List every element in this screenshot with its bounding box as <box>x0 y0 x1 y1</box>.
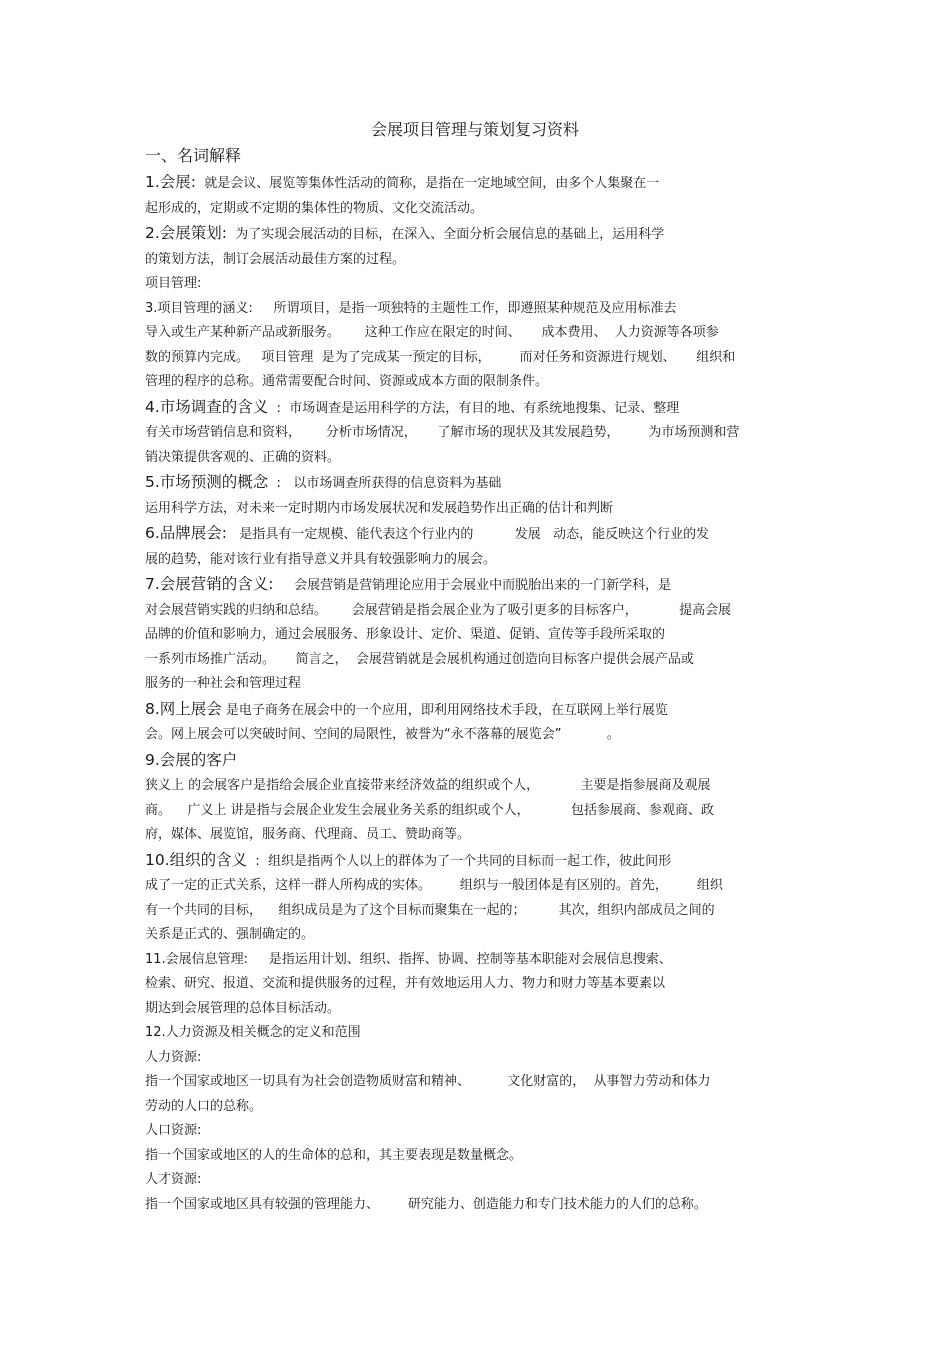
definition-text: 是电子商务在展会中的一个应用，即利用网络技术手段，在互联网上举行展览 会。网上展会可以突破时间、空间的局限性，被誉为“永不落幕的展览会” 。 <box>145 702 668 742</box>
definition-term: 2.会展策划: <box>145 224 228 242</box>
definition-text: 狭义上 的会展客户是指给会展企业直接带来经济效益的组织或个人， 主要是指参展商及观展 商。 广义上 讲是指与会展企业发生会展业务关系的组织或个人， 包括参展商、参观商、政 府，媒体、展览馆，服务商、代理商、员工、赞助商等。 <box>145 778 714 842</box>
definition-text: 11.会展信息管理: 是指运用计划、组织、指挥、协调、控制等基本职能对会展信息搜索、 检索、研究、报道、交流和提供服务的过程，并有效地运用人力、物力和财力等基本要素以 期达到会展管理的总体目标活动。 <box>145 951 672 1016</box>
definition-term: 6.品牌展会: <box>145 524 228 542</box>
definition-text: 是指具有一定规模、能代表这个行业内的 发展 动态，能反映这个行业的发 展的趋势，能对该行业有指导意义并具有较强影响力的展会。 <box>145 527 710 567</box>
definition-entry <box>145 470 810 521</box>
definition-text: : 以市场调查所获得的信息资料为基础 运用科学方法，对未来一定时期内市场发展状况和发展趋势作出正确的估计和判断 <box>145 476 614 516</box>
definition-text: : 市场调查是运用科学的方法，有目的地、有系统地搜集、记录、整理 有关市场营销信息和资料， 分析市场情况， 了解市场的现状及其发展趋势， 为市场预测和营 销决策提供客观的、正确的资料。 <box>145 400 740 465</box>
definition-list <box>145 170 810 1217</box>
definition-entry <box>145 170 810 221</box>
definition-text: 就是会议、展览等集体性活动的简称，是指在一定地域空间，由多个人集聚在一 起形成的，定期或不定期的集体性的物质、文化交流活动。 <box>145 176 660 216</box>
definition-term: 7.会展营销的含义: <box>145 575 274 593</box>
definition-term: 5.市场预测的概念 <box>145 473 269 491</box>
definition-entry <box>145 521 810 572</box>
definition-entry <box>145 848 810 948</box>
definition-text: 3.项目管理的涵义: 所谓项目，是指一项独特的主题性工作，即遵照某种规范及应用标准去 导入或生产某种新产品或新服务。 这种工作应在限定的时间、 成本费用、 人力资源等各项参 数的预算内完成。 项目管理 是为了完成某一预定的目标， 而对任务和资源进行规划、 组织和 管理的程序的总称。通常需要配合时间、资源或成本方面的限制条件。 <box>145 300 736 389</box>
definition-entry <box>145 948 810 1022</box>
definition-entry <box>145 297 810 395</box>
section-heading: 一、名词解释 <box>145 146 242 165</box>
definition-entry <box>145 272 810 297</box>
definition-text: 会展营销是营销理论应用于会展业中而脱胎出来的一门新学科，是 对会展营销实践的归纳和总结。 会展营销是指会展企业为了吸引更多的目标客户， 提高会展 品牌的价值和影响力，通过会展服务、形象设计、定价、渠道、促销、宣传等手段所采取的 一系列市场推广活动。 简言之， 会展营销就是会展机构通过创造向目标客户提供会展产品或 服务的一种社会和管理过程 <box>145 578 732 691</box>
definition-entry <box>145 748 810 848</box>
definition-entry <box>145 697 810 748</box>
document-title: 会展项目管理与策划复习资料 <box>370 120 579 139</box>
definition-text: 项目管理: <box>145 276 202 291</box>
definition-text: 为了实现会展活动的目标，在深入、全面分析会展信息的基础上，运用科学 的策划方法，制订会展活动最佳方案的过程。 <box>145 227 665 267</box>
definition-entry <box>145 572 810 697</box>
definition-term: 4.市场调查的含义 <box>145 397 269 416</box>
definition-entry <box>145 1021 810 1217</box>
definition-entry <box>145 395 810 471</box>
definition-term: 8.网上展会 <box>145 699 222 718</box>
definition-term: 1.会展: <box>145 173 197 191</box>
definition-entry <box>145 221 810 272</box>
definition-term: 9.会展的客户 <box>145 750 238 769</box>
definition-text: : 组织是指两个人以上的群体为了一个共同的目标而一起工作，彼此间形 成了一定的正式关系，这样一群人所构成的实体。 组织与一般团体是有区别的。首先， 组织 有一个共同的目标， 组织成员是为了这个目标而聚集在一起的； 其次，组织内部成员之间的 关系是正式的、强制确定的。 <box>145 853 723 942</box>
definition-text: 12.人力资源及相关概念的定义和范围 人力资源: 指一个国家或地区一切具有为社会创造物质财富和精神、 文化财富的， 从事智力劳动和体力 劳动的人口的总称。 人口资源: 指一个国家或地区的人的生命体的总和，其主要表现是数量概念。 人才资源: 指一个国家或地区具有较强的管理能力、 研究能力、创造能力和专门技术能力的人们的总称。 <box>145 1025 711 1212</box>
definition-term: 10.组织的含义 <box>145 850 248 869</box>
